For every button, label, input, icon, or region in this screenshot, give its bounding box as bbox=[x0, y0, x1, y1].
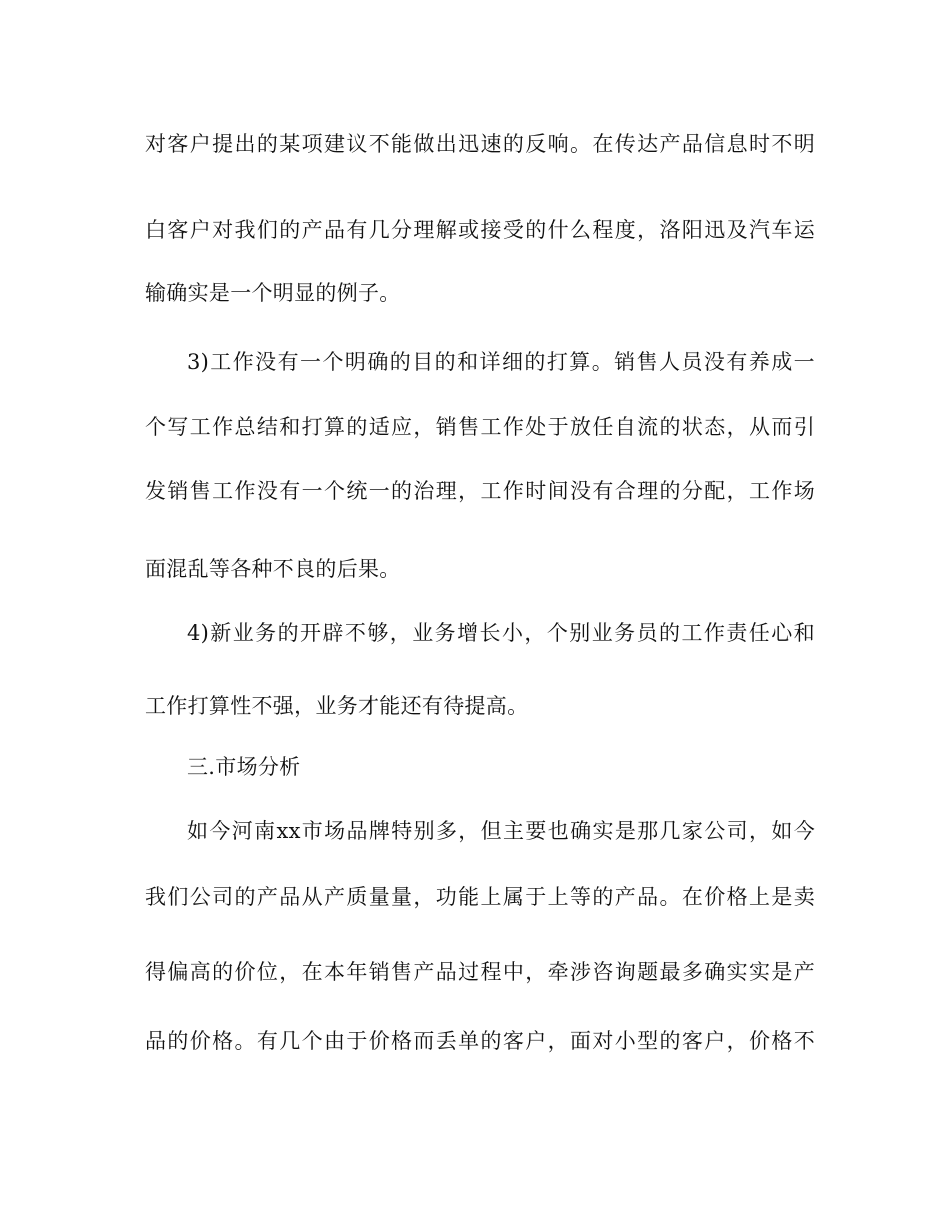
list-item-3: 3)工作没有一个明确的目的和详细的打算。销售人员没有养成一 bbox=[187, 350, 815, 374]
paragraph-start: 如今河南xx市场品牌特别多，但主要也确实是那几家公司，如今 bbox=[187, 819, 815, 843]
text-line: 输确实是一个明显的例子。 bbox=[145, 281, 401, 305]
text-line: 白客户对我们的产品有几分理解或接受的什么程度，洛阳迅及汽车运 bbox=[145, 218, 815, 242]
text-line: 品的价格。有几个由于价格而丢单的客户，面对小型的客户，价格不 bbox=[145, 1029, 815, 1053]
list-item-4: 4)新业务的开辟不够，业务增长小，个别业务员的工作责任心和 bbox=[187, 621, 815, 645]
text-line: 对客户提出的某项建议不能做出迅速的反响。在传达产品信息时不明 bbox=[145, 132, 815, 156]
text-line: 得偏高的价位，在本年销售产品过程中，牵涉咨询题最多确实实是产 bbox=[145, 960, 815, 984]
text-line: 工作打算性不强，业务才能还有待提高。 bbox=[145, 694, 529, 718]
text-line: 发销售工作没有一个统一的治理，工作时间没有合理的分配，工作场 bbox=[145, 479, 815, 503]
section-heading: 三.市场分析 bbox=[187, 755, 301, 779]
text-line: 我们公司的产品从产质量量，功能上属于上等的产品。在价格上是卖 bbox=[145, 885, 815, 909]
text-line: 个写工作总结和打算的适应，销售工作处于放任自流的状态，从而引 bbox=[145, 415, 815, 439]
text-line: 面混乱等各种不良的后果。 bbox=[145, 557, 401, 581]
